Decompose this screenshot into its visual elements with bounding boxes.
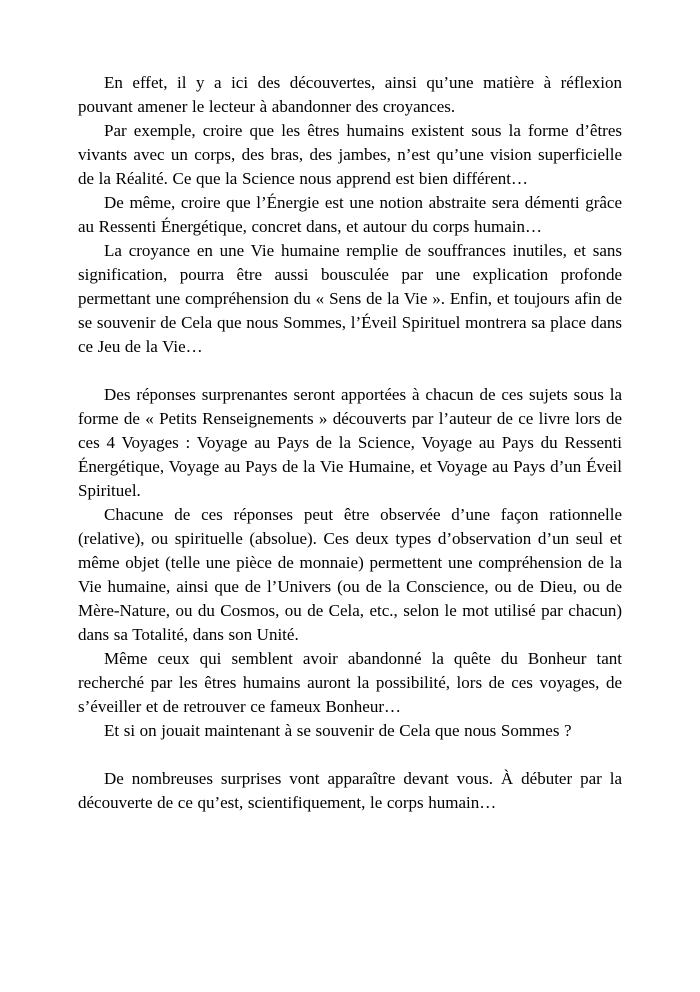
paragraph-example-beliefs: Par exemple, croire que les êtres humains existent sous la forme d’êtres vivants avec un corps, des bras, des jambes, n’est qu’une vision superficielle de la Réalité. Ce que la Science nous apprend est bien différent… bbox=[78, 121, 622, 188]
paragraph-two-observations: Chacune de ces réponses peut être observée d’une façon rationnelle (relative), ou spirituelle (absolue). Ces deux types d’observation d’un seul et même objet (telle une pièce de monnaie) permettent une compréhension de la Vie humaine, ainsi que de l’Univers (ou de la Conscience, ou de Dieu, ou de Mère-Nature, ou du Cosmos, ou de Cela, etc., selon le mot utilisé par chacun) dans sa Totalité, dans son Unité. bbox=[78, 505, 622, 644]
paragraph-energy-belief: De même, croire que l’Énergie est une notion abstraite sera démenti grâce au Ressenti Énergétique, concret dans, et autour du corps humain… bbox=[78, 193, 622, 236]
paragraph-happiness-quest: Même ceux qui semblent avoir abandonné la quête du Bonheur tant recherché par les êtres humains auront la possibilité, lors de ces voyages, de s’éveiller et de retrouver ce fameux Bonheur… bbox=[78, 649, 622, 716]
paragraph-closing-surprises: De nombreuses surprises vont apparaître devant vous. À débuter par la découverte de ce qu’est, scientifiquement, le corps humain… bbox=[78, 769, 622, 812]
paragraph-four-voyages: Des réponses surprenantes seront apportées à chacun de ces sujets sous la forme de « Petits Renseignements » découverts par l’auteur de ce livre lors de ces 4 Voyages : Voyage au Pays de la Science, Voyage au Pays du Ressenti Énergétique, Voyage au Pays de la Vie Humaine, et Voyage au Pays d’un Éveil Spirituel. bbox=[78, 385, 622, 500]
paragraph-intro-discoveries: En effet, il y a ici des découvertes, ainsi qu’une matière à réflexion pouvant amener le lecteur à abandonner des croyances. bbox=[78, 73, 622, 116]
paragraph-remember-question: Et si on jouait maintenant à se souvenir de Cela que nous Sommes ? bbox=[104, 721, 572, 740]
paragraph-life-meaning: La croyance en une Vie humaine remplie de souffrances inutiles, et sans signification, pourra être aussi bousculée par une explication profonde permettant une compréhension du « Sens de la Vie ». Enfin, et toujours afin de se souvenir de Cela que nous Sommes, l’Éveil Spirituel montrera sa place dans ce Jeu de la Vie… bbox=[78, 241, 622, 356]
